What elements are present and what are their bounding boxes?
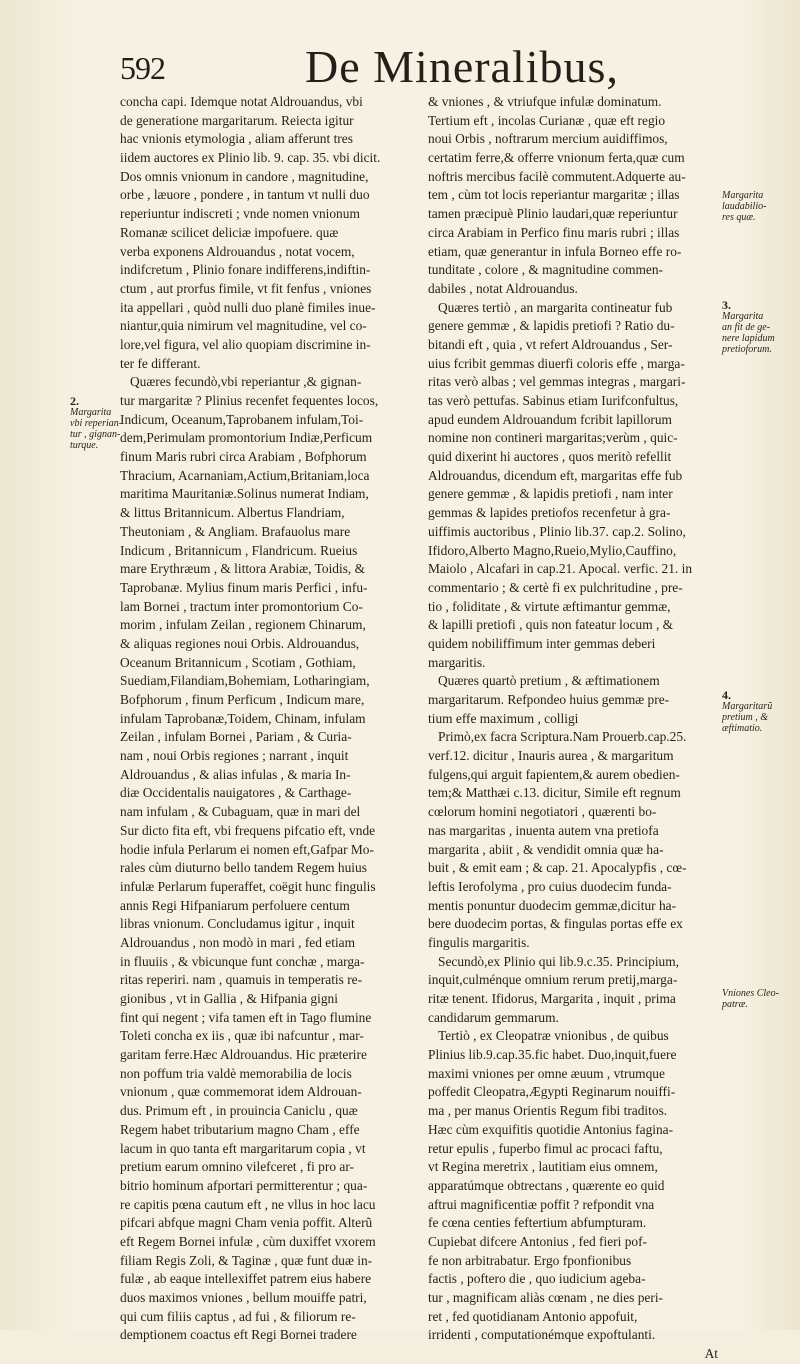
text-line: diæ Occidentalis nauigatores , & Carthage- — [120, 785, 352, 801]
text-line: Quæres quartò pretium , & æftimationem — [438, 673, 660, 689]
text-line: commentario ; & certè fi ex pulchritudine , pre- — [428, 579, 683, 595]
text-line: Sur dicto fita eft, vbi frequens pifcatio eft, vnde — [120, 822, 376, 838]
text-line: irridenti , computationémque expoftulanti. — [428, 1327, 656, 1343]
text-line: ret , fed quotidianam Antonio appofuit, — [428, 1308, 638, 1324]
margin-note-number: 2. — [70, 394, 79, 408]
text-line: Dos omnis vnionum in candore , magnitudine, — [120, 168, 369, 184]
text-line: dabiles , notat Aldrouandus. — [428, 280, 578, 296]
text-line: maximi vniones per omne æuum , vtrumque — [428, 1065, 665, 1081]
text-line: lacum in quo tanta eft margaritarum copia , vt — [120, 1140, 366, 1156]
text-line: ter fe differant. — [120, 355, 201, 371]
margin-note-2 — [70, 394, 123, 451]
margin-note-line: æftimatio. — [722, 723, 763, 734]
text-line: buit , & emit eam ; & cap. 21. Apocalypfis , cœ- — [428, 860, 687, 876]
text-line: finum Maris rubri circa Arabiam , Bofphorum — [120, 449, 367, 465]
margin-note-line: an fit de ge- — [722, 322, 771, 333]
margin-note-line: vbi reperian- — [70, 418, 123, 429]
text-line: noui Orbis , noftrarum mercium auidiffimos, — [428, 131, 668, 147]
text-line: tur , magnificam aliàs cœnam , ne dies peri- — [428, 1290, 663, 1305]
text-line: cœlorum homini negotiatori , quærenti bo- — [428, 804, 657, 820]
text-line: eft Regem Bornei infulæ , cùm duxiffet vxorem — [120, 1233, 376, 1249]
text-line: Tertiò , ex Cleopatræ vnionibus , de quibus — [438, 1028, 669, 1044]
text-line: vnionum , quæ commemorat idem Aldrouan- — [120, 1084, 362, 1100]
text-line: & vniones , & vtriufque infulæ dominatum. — [428, 94, 662, 109]
text-line: candidarum gemmarum. — [428, 1009, 559, 1025]
text-line: inquit,culménque omnium rerum pretij,marga- — [428, 972, 678, 988]
text-line: rales cùm diuturno bello tandem Regem huius — [120, 860, 367, 876]
text-line: tium effe maximum , colligi — [428, 710, 579, 726]
page-number: 592 — [120, 50, 165, 86]
text-line: tamen præcipuè Plinio laudari,quæ reperiuntur — [428, 206, 678, 222]
margin-note-line: turque. — [70, 440, 99, 451]
text-line: apud eundem Aldrouandum fcribit lapillorum — [428, 411, 672, 427]
margin-note-line: res quæ. — [722, 212, 756, 223]
text-line: tem , cùm tot locis reperiantur margaritæ ; illas — [428, 187, 680, 203]
margin-note-number: 3. — [722, 298, 731, 312]
text-line: verba exponens Aldrouandus , notat vocem, — [120, 243, 355, 259]
text-line: At — [704, 1346, 718, 1362]
margin-note-cleopatra — [722, 988, 792, 1010]
text-line: non poffum tria valdè memorabilia de locis — [120, 1065, 352, 1081]
text-line: Aldrouandus , & alias infulas , & maria In- — [120, 766, 351, 782]
text-line: qui cum filiis captus , ad fui , & filiorum re- — [120, 1308, 356, 1324]
text-line: factis , poftero die , quo iudicium ageba- — [428, 1271, 646, 1287]
text-line: retur epulis , fuperbo fimul ac procaci faftu, — [428, 1140, 663, 1156]
text-line: reperiuntur indiscreti ; vnde nomen vnionum — [120, 206, 360, 222]
text-line: pifcari abfque magni Cham venia poffit. Alterũ — [120, 1215, 373, 1231]
text-line: nomine non contineri margaritas;verùm , quic- — [428, 430, 678, 446]
text-line: dem,Perimulam promontorium Indiæ,Perficum — [120, 430, 373, 446]
text-line: orbe , læuore , pondere , in tantum vt nulli duo — [120, 187, 370, 203]
text-line: Indicum, Oceanum,Taprobanem infulam,Toi- — [120, 411, 364, 427]
text-line: Indicum , Britannicum , Flandricum. Rueius — [120, 542, 358, 558]
text-line: ritas reperiri. nam , quamuis in temperatis re- — [120, 972, 363, 988]
text-line: Bofphorum , finum Perficum , Indicum mare, — [120, 692, 365, 707]
text-line: Cupiebat difcere Antonius , fed fieri pof- — [428, 1233, 648, 1249]
text-line: Maiolo , Alcafari in cap.21. Apocal. verfic. 21. in — [428, 561, 693, 577]
text-line: lore,vel figura, vel alio quopiam discrimine in- — [120, 336, 371, 352]
text-line: indifcretum , Plinio fonare indifferens,indiftin- — [120, 262, 371, 278]
text-line: margaritarum. Refpondeo huius gemmæ pre- — [428, 692, 670, 707]
margin-note-line: laudabilio- — [722, 201, 767, 212]
text-line: mentis ponuntur duodecim gemmæ,dicitur ha- — [428, 897, 677, 913]
text-line: tunditate , colore , & magnitudine commen- — [428, 262, 664, 278]
margin-note-line: Margarita — [70, 407, 112, 418]
text-line: de generatione margaritarum. Reiecta igitur — [120, 112, 354, 128]
text-line: tur margaritæ ? Plinius recenfet fequentes locos, — [120, 393, 379, 408]
text-line: verf.12. dicitur , Inauris aurea , & margaritum — [428, 748, 674, 764]
text-line: Plinius lib.9.cap.35.fic habet. Duo,inquit,fuere — [428, 1047, 677, 1063]
text-line: libras vnionum. Concludamus igitur , inquit — [120, 916, 355, 932]
right-text-column — [428, 93, 718, 1364]
text-line: Quæres fecundò,vbi reperiantur ,& gignan- — [130, 374, 362, 390]
text-line: Tertium eft , incolas Curianæ , quæ eft regio — [428, 112, 666, 128]
margin-note-number: 4. — [722, 688, 731, 702]
text-line: & lapilli pretiofi , quis non fateatur locum , & — [428, 617, 674, 633]
text-line: annis Regi Hifpaniarum perfoluere centum — [120, 897, 350, 913]
text-line: Suediam,Filandiam,Bohemiam, Lotharingiam, — [120, 673, 370, 689]
text-line: infulæ Perlarum fuperaffet, coëgit hunc fingulis — [120, 878, 376, 894]
text-line: tas verò pettufas. Sabinus etiam Iurifconfultus, — [428, 393, 679, 408]
text-line: niantur,quia nimirum vel magnitudine, vel co- — [120, 318, 367, 334]
text-line: mare Erythræum , & littora Arabiæ, Toidis, & — [120, 561, 366, 577]
text-line: genere gemmæ , & lapidis pretiofi , nam inter — [428, 486, 673, 502]
text-line: Regem habet tributarium magno Cham , effe — [120, 1121, 360, 1137]
text-line: & aliquas regiones noui Orbis. Aldrouandus, — [120, 635, 360, 651]
text-line: duos maximos vniones , bellum mouiffe patri, — [120, 1290, 367, 1305]
text-line: bere duodecim portas, & fingulas portas effe ex — [428, 916, 683, 932]
text-line: in fluuiis , & vbicunque funt conchæ , marga- — [120, 953, 365, 969]
text-line: pretium earum omnino vilefceret , fi pro ar- — [120, 1159, 354, 1175]
margin-note-line: Margarita — [722, 190, 764, 201]
margin-note-line: pretioforum. — [722, 344, 772, 355]
text-line: Oceanum Britannicum , Scotiam , Gothiam, — [120, 654, 356, 670]
text-line: leftis Ierofolyma , pro cuius duodecim funda- — [428, 878, 672, 894]
text-line: ritæ tenent. Ifidorus, Margarita , inquit , prima — [428, 991, 676, 1006]
text-line: fe non arbitrabatur. Ergo fponfionibus — [428, 1252, 632, 1268]
text-line: concha capi. Idemque notat Aldrouandus, vbi — [120, 94, 363, 109]
margin-note-line: pretium , & — [722, 712, 769, 723]
text-line: fingulis margaritis. — [428, 934, 530, 950]
margin-note-line: tur , gignan- — [70, 429, 121, 440]
text-line: margarita , abiit , & vendidit omnia quæ ha- — [428, 841, 664, 857]
text-line: bitrio hominum afportari permitterentur ; qua- — [120, 1177, 368, 1193]
text-line: infulam Taprobanæ,Toidem, Chinam, infulam — [120, 710, 366, 726]
text-line: tem;& Matthæi c.13. dicitur, Simile eft regnum — [428, 785, 681, 801]
margin-note-line: Margarita — [722, 311, 764, 322]
text-line: uius fcribit gemmas diuerfi coloris effe , marga- — [428, 355, 685, 371]
text-line: garitam ferre.Hæc Aldrouandus. Hic præterire — [120, 1047, 367, 1063]
text-line: iidem auctores ex Plinio lib. 9. cap. 35. vbi dicit. — [120, 150, 381, 166]
text-line: demptionem coactus eft Regi Bornei tradere — [120, 1327, 357, 1343]
text-line: Ifidoro,Alberto Magno,Rueio,Mylio,Cauffino, — [428, 542, 677, 558]
text-line: bitandi eft , quia , vt refert Aldrouandus , Ser- — [428, 336, 673, 352]
text-line: Primò,ex facra Scriptura.Nam Prouerb.cap.25. — [438, 729, 687, 745]
text-line: hodie infula Perlarum ei nomen eft,Gafpar Mo- — [120, 841, 374, 857]
text-line: Taprobanæ. Mylius finum maris Perfici , infu- — [120, 579, 368, 595]
text-line: vt Regina meretrix , lautitiam eius omnem, — [428, 1159, 658, 1175]
text-line: & littus Britannicum. Albertus Flandriam, — [120, 505, 345, 521]
margin-note-line: Vniones Cleo- — [722, 988, 779, 999]
text-line: fint qui negent ; vifa tamen eft in Tago flumine — [120, 1009, 372, 1025]
text-line: nam infulam , & Cubaguam, quæ in mari del — [120, 804, 361, 820]
text-line: gemmas & lapides pretiofos recenfetur à gra- — [428, 505, 671, 521]
margin-note-3 — [722, 300, 792, 355]
text-line: aftrui magnificentiæ poffit ? refpondit vna — [428, 1196, 655, 1212]
text-line: morim , infulam Zeilan , regionem Chinarum, — [120, 617, 366, 633]
text-line: fulæ , ab eaque intellexiffet patrem eius habere — [120, 1271, 372, 1287]
text-line: apparatúmque obtrectans , quærente eo quid — [428, 1177, 665, 1193]
text-line: hac vnionis etymologia , aliam afferunt tres — [120, 131, 353, 147]
margin-note-line: nere lapidum — [722, 333, 775, 344]
text-line: Theutoniam , & Angliam. Brafauolus mare — [120, 523, 351, 539]
text-line: ritas verò albas ; vel gemmas integras , margari- — [428, 374, 686, 390]
text-line: Secundò,ex Plinio qui lib.9.c.35. Principium, — [438, 953, 680, 969]
text-line: Thracium, Acarnaniam,Actium,Britaniam,loca — [120, 467, 370, 483]
text-line: noftris mercibus facilè commutent.Adquerte au- — [428, 168, 686, 184]
text-line: quidem nobiliffimum inter gemmas deberi — [428, 635, 656, 651]
text-line: gionibus , vt in Gallia , & Hifpania gigni — [120, 991, 338, 1006]
page-header — [120, 40, 760, 96]
text-line: certatim ferre,& offerre vnionum ferta,quæ cum — [428, 150, 685, 166]
margin-note-4 — [722, 690, 792, 734]
text-line: Aldrouandus , non modò in mari , fed etiam — [120, 934, 356, 950]
margin-note-line: patræ. — [722, 999, 748, 1010]
text-line: etiam, quæ generantur in infula Borneo effe ro- — [428, 243, 682, 259]
text-line: dus. Primum eft , in prouincia Caniclu , quæ — [120, 1103, 358, 1119]
text-line: uiffimis auctoribus , Plinio lib.37. cap.2. Solino, — [428, 523, 686, 539]
text-line: nam , noui Orbis regiones ; narrant , inquit — [120, 748, 349, 764]
text-line: Aldrouandus, dicendum eft, margaritas effe fub — [428, 467, 683, 483]
text-line: circa Arabiam in Perfico finu maris rubri ; illas — [428, 224, 680, 240]
text-line: ctum , aut prorfus fimile, vt fit fenfus , vniones — [120, 280, 372, 296]
text-line: tio , foliditate , & virtute æftimantur gemmæ, — [428, 598, 671, 614]
text-line: nas margaritas , inuenta autem vna pretiofa — [428, 822, 659, 838]
text-line: Zeilan , infulam Bornei , Pariam , & Curia- — [120, 729, 352, 745]
margin-note-line: Margaritarũ — [722, 701, 773, 712]
text-line: genere gemmæ , & lapidis pretiofi ? Ratio du- — [428, 318, 675, 334]
text-line: maritima Mauritaniæ.Solinus numerat Indiam, — [120, 486, 369, 502]
text-line: Hæc cùm exquifitis quotidie Antonius fagina- — [428, 1121, 674, 1137]
text-line: quid dixerint hi auctores , quos meritò refellit — [428, 449, 672, 465]
text-line: ma , per manus Orientis Regum fibi traditos. — [428, 1103, 668, 1119]
text-line: Romanæ scilicet deliciæ impofuere. quæ — [120, 224, 339, 240]
text-line: lam Bornei , tractum inter promontorium Co- — [120, 598, 363, 614]
text-line: re capitis pœna cautum eft , ne vllus in hoc lacu — [120, 1196, 376, 1212]
text-line: margaritis. — [428, 654, 486, 670]
margin-note-laudabiliores — [722, 190, 792, 223]
text-line: Quæres tertiò , an margarita contineatur fub — [438, 299, 673, 315]
text-line: fe cœna centies feftertium abfumpturam. — [428, 1215, 647, 1231]
text-line: filiam Regis Zoli, & Taginæ , quæ funt duæ in- — [120, 1252, 373, 1268]
running-title: De Mineralibus, — [305, 41, 619, 92]
text-line: poffedit Cleopatra,Ægypti Reginarum nouiffi- — [428, 1084, 676, 1100]
left-text-column — [120, 93, 412, 1345]
text-line: fulgens,qui arguit fapientem,& aurem obedien- — [428, 766, 680, 782]
text-line: ita appellari , quòd nulli duo planè fimiles inue- — [120, 299, 376, 315]
text-line: Toleti concha ex iis , quæ ibi nafcuntur , mar- — [120, 1028, 364, 1044]
